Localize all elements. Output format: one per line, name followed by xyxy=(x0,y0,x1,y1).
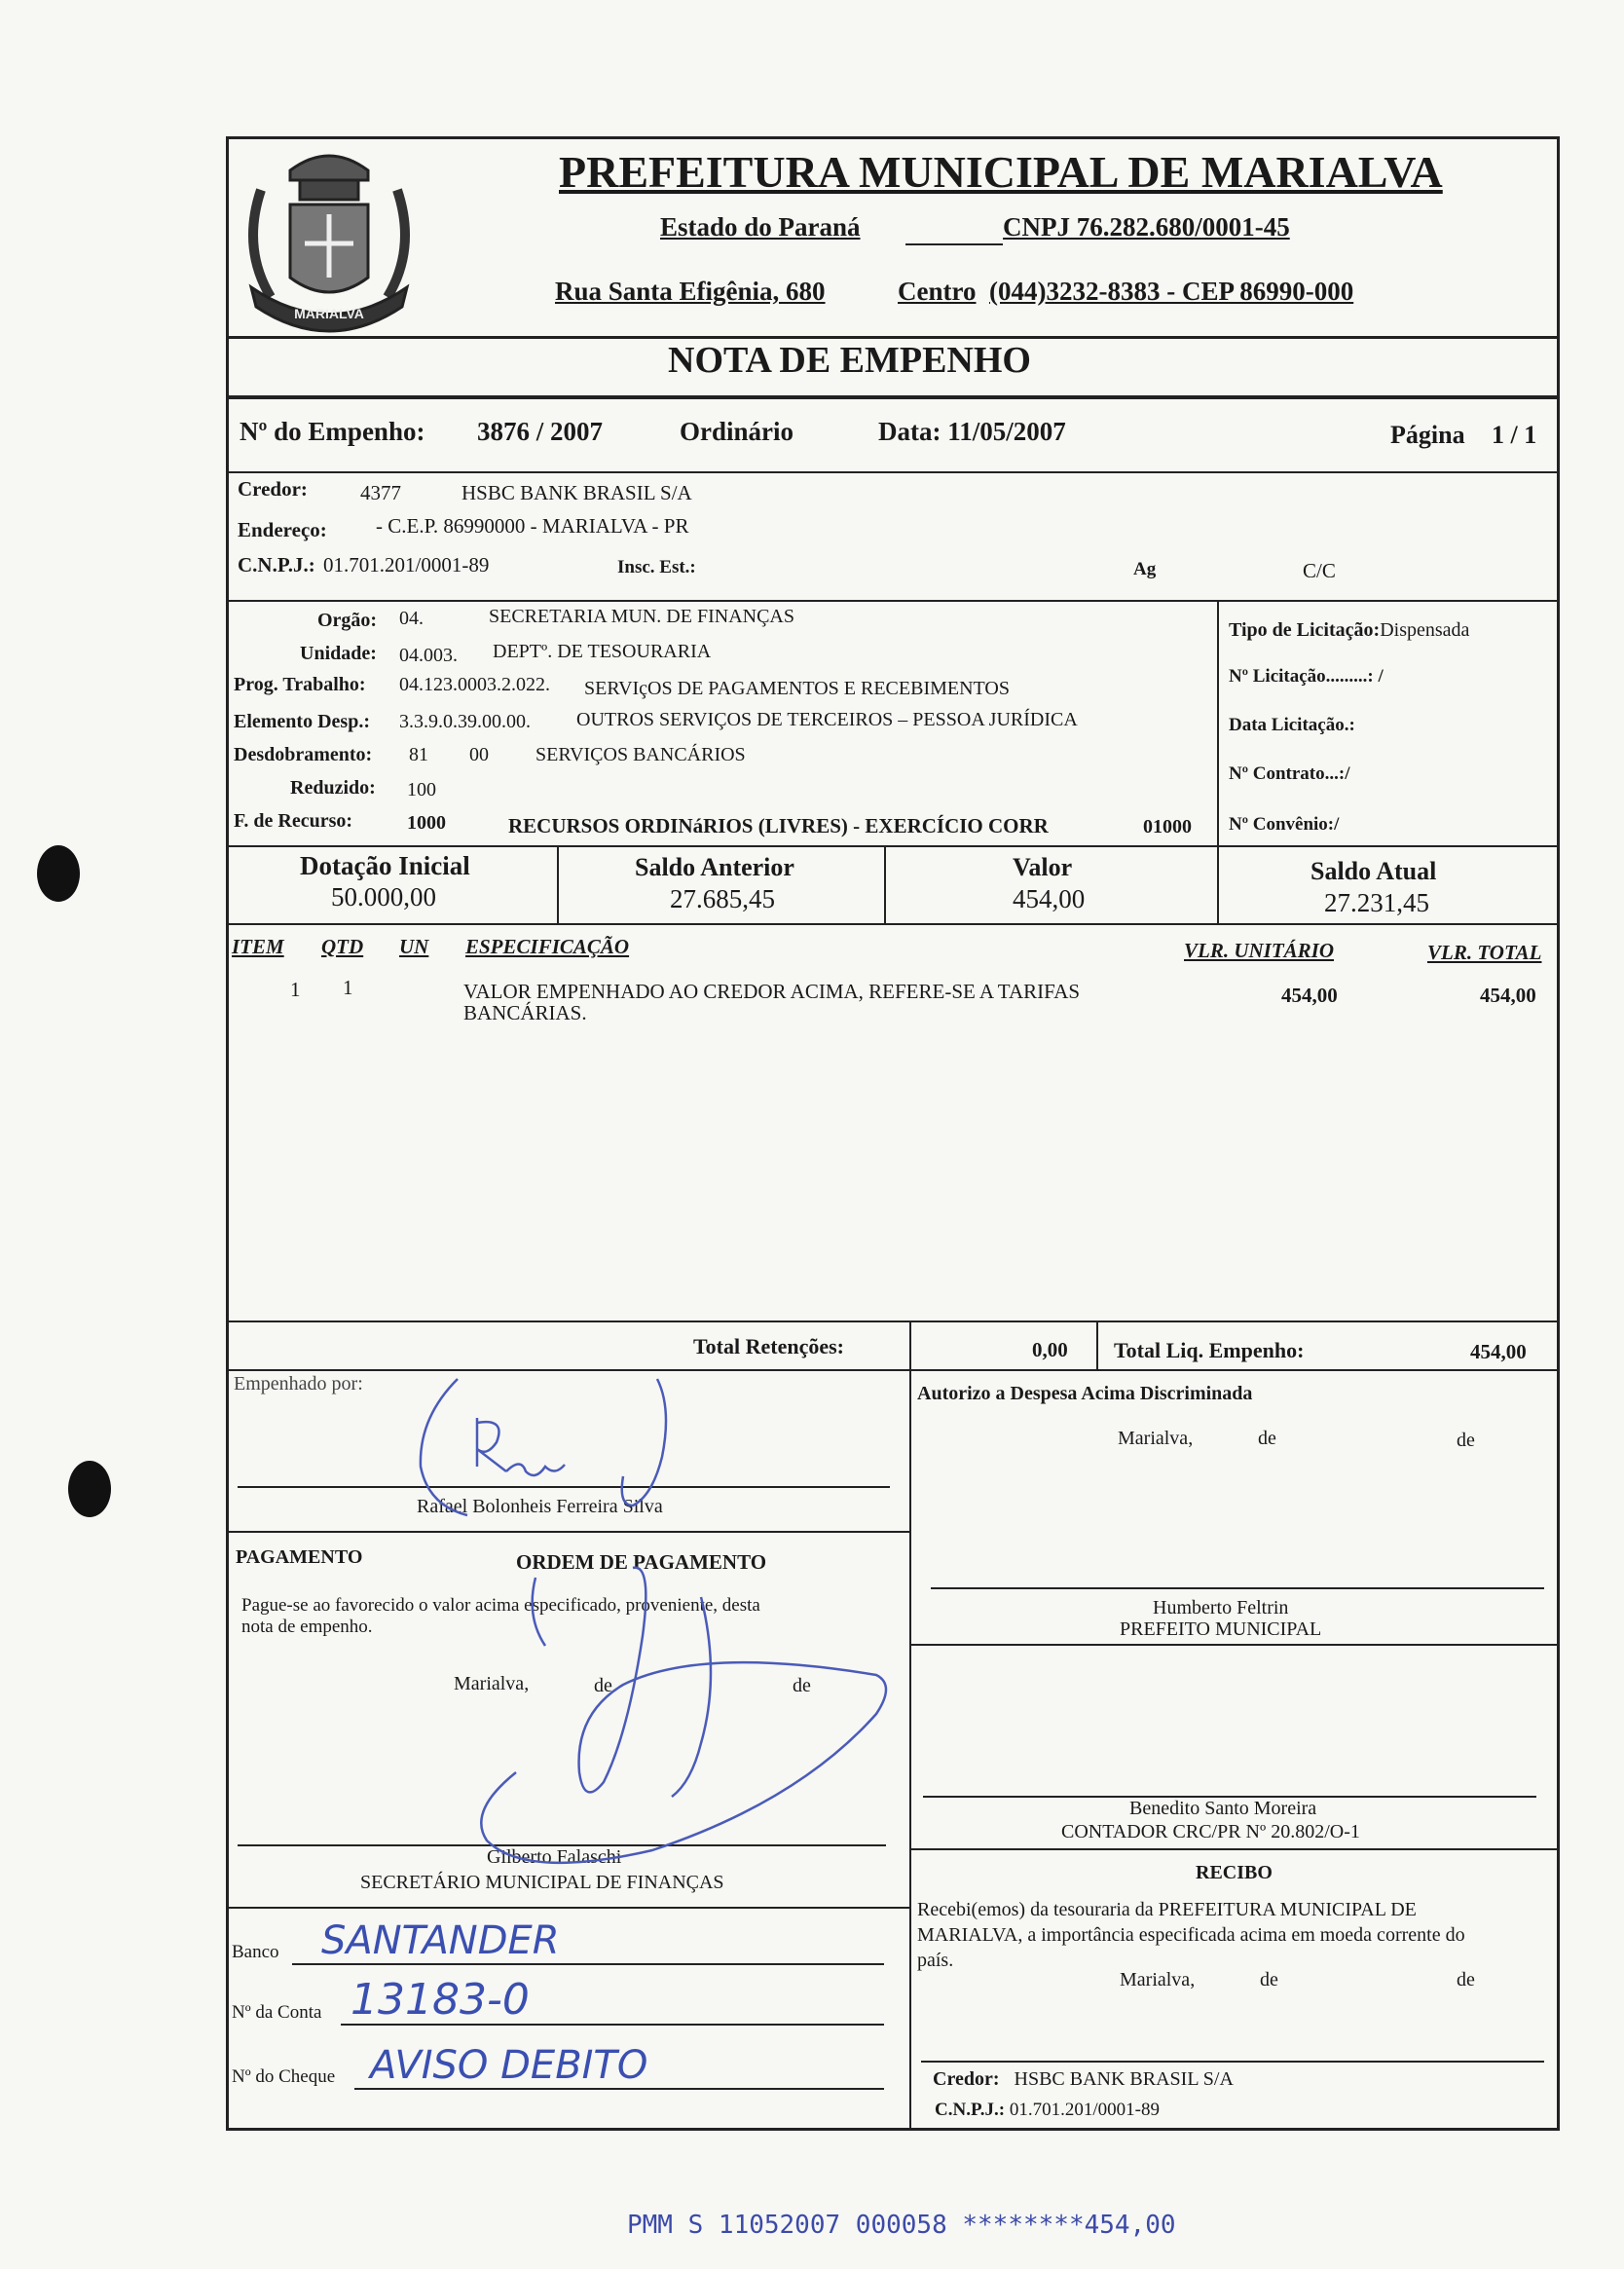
page-number: 1 / 1 xyxy=(1492,421,1537,449)
dotacao-value: 50.000,00 xyxy=(331,882,436,911)
fonte-number: 01000 xyxy=(1143,816,1192,837)
saldo-atual-label: Saldo Atual xyxy=(1310,857,1437,885)
autorizo-de2: de xyxy=(1457,1430,1475,1451)
prog-label: Prog. Trabalho: xyxy=(234,674,366,695)
unidade-label: Unidade: xyxy=(300,643,377,664)
empenhado-label: Empenhado por: xyxy=(234,1373,363,1395)
prefeito-title: PREFEITO MUNICIPAL xyxy=(1120,1618,1322,1640)
punch-hole-top xyxy=(37,845,80,902)
dotacao-label: Dotação Inicial xyxy=(300,851,470,880)
rodape-cnpj-value: 01.701.201/0001-89 xyxy=(1009,2100,1160,2120)
tipo-licitacao-label: Tipo de Licitação: xyxy=(1229,619,1381,641)
recibo-marialva: Marialva, xyxy=(1120,1969,1196,1990)
ordem-pagamento-label: ORDEM DE PAGAMENTO xyxy=(516,1550,767,1574)
signature-secretario xyxy=(409,1558,915,1909)
unidade-name: DEPTº. DE TESOURARIA xyxy=(493,641,712,662)
empenho-type: Ordinário xyxy=(680,417,794,446)
col-item: ITEM xyxy=(232,935,284,958)
total-liquido-label: Total Liq. Empenho: xyxy=(1114,1338,1305,1362)
cc-label: C/C xyxy=(1303,559,1336,582)
num-convenio: Nº Convênio:/ xyxy=(1229,814,1340,835)
item-vlr-total: 454,00 xyxy=(1480,984,1536,1007)
item-spec-line2: BANCÁRIAS. xyxy=(463,1001,587,1024)
reduzido-label: Reduzido: xyxy=(290,777,376,799)
phone-cep: (044)3232-8383 - CEP 86990-000 xyxy=(989,277,1354,306)
saldo-anterior-value: 27.685,45 xyxy=(670,884,775,913)
endereco-label: Endereço: xyxy=(238,518,327,541)
desdobramento-label: Desdobramento: xyxy=(234,744,373,765)
cheque-label: Nº do Cheque xyxy=(232,2066,336,2087)
total-liquido-value: 454,00 xyxy=(1470,1340,1527,1363)
cheque-handwritten: AVISO DEBITO xyxy=(370,2043,648,2088)
banco-handwritten: SANTANDER xyxy=(321,1918,560,1963)
total-retencoes-value: 0,00 xyxy=(1032,1338,1068,1361)
col-vlr-total: VLR. TOTAL xyxy=(1427,941,1542,964)
pagamento-label: PAGAMENTO xyxy=(236,1546,363,1568)
coat-of-arms-seal xyxy=(232,131,426,336)
conta-handwritten: 13183-0 xyxy=(351,1975,530,2025)
elemento-label: Elemento Desp.: xyxy=(234,711,370,732)
secretario-name: Gilberto Falaschi xyxy=(487,1846,622,1868)
rodape-cnpj-label: C.N.P.J.: xyxy=(935,2100,1006,2120)
page-title: PREFEITURA MUNICIPAL DE MARIALVA xyxy=(559,147,1443,197)
credor-cnpj: 01.701.201/0001-89 xyxy=(323,553,490,577)
saldo-atual-value: 27.231,45 xyxy=(1324,888,1429,917)
saldo-anterior-label: Saldo Anterior xyxy=(635,853,794,881)
item-vlr-unitario: 454,00 xyxy=(1281,984,1338,1007)
desdobramento-code2: 00 xyxy=(469,744,489,765)
rodape-cnpj xyxy=(935,2100,1160,2121)
contador-title: CONTADOR CRC/PR Nº 20.802/O-1 xyxy=(1061,1821,1360,1842)
cnpj-header: CNPJ 76.282.680/0001-45 xyxy=(1003,212,1290,242)
punch-hole-bottom xyxy=(68,1461,111,1517)
prog-name: SERVIçOS DE PAGAMENTOS E RECEBIMENTOS xyxy=(584,678,1010,699)
banco-label: Banco xyxy=(232,1942,279,1962)
empenho-number-label: Nº do Empenho: xyxy=(240,417,425,446)
address-centro: Centro xyxy=(898,277,977,306)
desdobramento-name: SERVIÇOS BANCÁRIOS xyxy=(535,744,746,765)
num-licitacao: Nº Licitação.........: / xyxy=(1229,666,1384,687)
num-contrato: Nº Contrato...:/ xyxy=(1229,763,1350,784)
orgao-label: Orgão: xyxy=(317,610,378,631)
credor-code: 4377 xyxy=(360,481,401,504)
orgao-name: SECRETARIA MUN. DE FINANÇAS xyxy=(489,606,794,627)
pague-line1: Pague-se ao favorecido o valor acima especificado, proveniente, desta xyxy=(241,1595,760,1616)
tipo-licitacao xyxy=(1229,619,1469,642)
autorizo-label: Autorizo a Despesa Acima Discriminada xyxy=(917,1383,1253,1404)
elemento-name: OUTROS SERVIÇOS DE TERCEIROS – PESSOA JURÍDICA xyxy=(576,709,1078,730)
secretario-title: SECRETÁRIO MUNICIPAL DE FINANÇAS xyxy=(360,1872,724,1893)
col-qtd: QTD xyxy=(321,935,364,958)
fonte-code: 1000 xyxy=(407,812,446,834)
pague-line2: nota de empenho. xyxy=(241,1617,373,1637)
cnpj-label: C.N.P.J.: xyxy=(238,553,315,577)
insc-est-label: Insc. Est.: xyxy=(617,557,696,577)
contador-name: Benedito Santo Moreira xyxy=(1129,1798,1317,1819)
valor-value: 454,00 xyxy=(1013,884,1086,913)
credor-name: HSBC BANK BRASIL S/A xyxy=(461,481,692,504)
estado: Estado do Paraná xyxy=(660,212,861,242)
orgao-code: 04. xyxy=(399,608,424,629)
pagamento-de1: de xyxy=(594,1675,612,1696)
item-qtd: 1 xyxy=(343,976,353,999)
fonte-name: RECURSOS ORDINáRIOS (LIVRES) - EXERCÍCIO CORR xyxy=(508,814,1049,837)
col-un: UN xyxy=(399,935,429,958)
pagamento-de2: de xyxy=(793,1675,811,1696)
autorizo-de1: de xyxy=(1258,1428,1276,1449)
recibo-de1: de xyxy=(1260,1969,1278,1990)
empenhado-name: Rafael Bolonheis Ferreira Silva xyxy=(417,1496,663,1517)
recibo-line2: MARIALVA, a importância especificada acima em moeda corrente do xyxy=(917,1924,1465,1946)
recibo-label: RECIBO xyxy=(1196,1862,1273,1883)
pagamento-marialva: Marialva, xyxy=(454,1673,530,1694)
rodape-credor-name: HSBC BANK BRASIL S/A xyxy=(1014,2068,1234,2090)
ag-label: Ag xyxy=(1133,559,1157,579)
credor-label: Credor: xyxy=(238,477,308,501)
valor-label: Valor xyxy=(1013,853,1073,881)
data-licitacao: Data Licitação.: xyxy=(1229,715,1355,735)
col-especificacao: ESPECIFICAÇÃO xyxy=(465,935,630,958)
rodape-credor-label: Credor: xyxy=(933,2068,1000,2090)
empenho-number: 3876 / 2007 xyxy=(477,417,604,446)
fonte-label: F. de Recurso: xyxy=(234,810,353,832)
conta-label: Nº da Conta xyxy=(232,2002,322,2023)
endereco: - C.E.P. 86990000 - MARIALVA - PR xyxy=(376,514,689,538)
page-label: Página xyxy=(1390,421,1465,449)
document-title: NOTA DE EMPENHO xyxy=(668,340,1031,381)
recibo-de2: de xyxy=(1457,1969,1475,1990)
recibo-line1: Recebi(emos) da tesouraria da PREFEITURA MUNICIPAL DE xyxy=(917,1899,1417,1920)
unidade-code: 04.003. xyxy=(399,645,458,666)
tipo-licitacao-value: Dispensada xyxy=(1380,619,1470,641)
prog-code: 04.123.0003.2.022. xyxy=(399,674,550,695)
col-vlr-unitario: VLR. UNITÁRIO xyxy=(1184,939,1335,962)
svg-text:MARIALVA: MARIALVA xyxy=(294,306,364,321)
autorizo-marialva: Marialva, xyxy=(1118,1428,1194,1449)
elemento-code: 3.3.9.0.39.00.00. xyxy=(399,711,531,732)
signature-empenhado xyxy=(399,1359,711,1535)
item-number: 1 xyxy=(290,978,301,1001)
empenho-date: Data: 11/05/2007 xyxy=(878,417,1066,446)
reduzido-value: 100 xyxy=(407,779,436,800)
rodape-credor xyxy=(933,2068,1234,2091)
prefeito-name: Humberto Feltrin xyxy=(1153,1597,1289,1618)
total-retencoes-label: Total Retenções: xyxy=(693,1334,844,1358)
recibo-line3: país. xyxy=(917,1950,954,1971)
address-street: Rua Santa Efigênia, 680 xyxy=(555,277,826,306)
desdobramento-code1: 81 xyxy=(409,744,428,765)
payment-stamp: PMM S 11052007 000058 ********454,00 xyxy=(627,2211,1176,2240)
item-spec-line1: VALOR EMPENHADO AO CREDOR ACIMA, REFERE-SE A TARIFAS xyxy=(463,980,1081,1003)
